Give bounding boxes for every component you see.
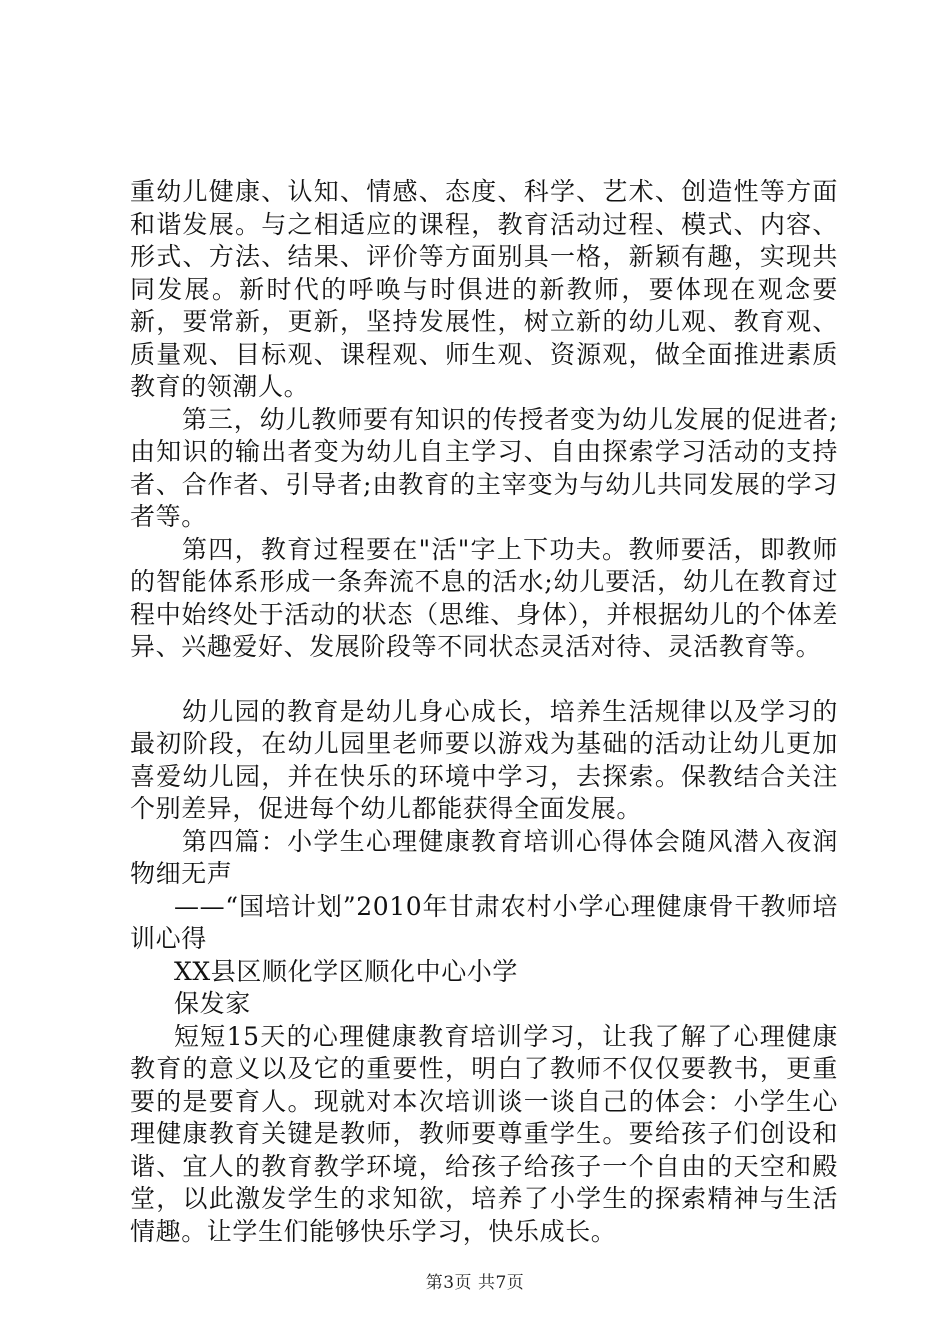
paragraph-third-point: 第三，幼儿教师要有知识的传授者变为幼儿发展的促进者;由知识的输出者变为幼儿自主学习、自由探索学习活动的支持者、合作者、引导者;由教育的主宰变为与幼儿共同发展的学习者等。 xyxy=(130,404,838,531)
paragraph-fourth-point: 第四，教育过程要在"活"字上下功夫。教师要活，即教师的智能体系形成一条奔流不息的活水;幼儿要活，幼儿在教育过程中始终处于活动的状态（思维、身体），并根据幼儿的个体差异、兴趣爱好、发展阶段等不同状态灵活对待、灵活教育等。 xyxy=(130,534,838,661)
author-school: XX县区顺化学区顺化中心小学 xyxy=(174,956,518,986)
document-body xyxy=(130,176,838,1248)
paragraph-gap xyxy=(130,664,838,696)
author-name: 保发家 xyxy=(174,989,251,1018)
paragraph-training-reflection: 短短15天的心理健康教育培训学习，让我了解了心理健康教育的意义以及它的重要性，明白了教师不仅仅要教书，更重要的是要育人。现就对本次培训谈一谈自己的体会：小学生心理健康教育关键是教师，教师要尊重学生。要给孩子们创设和谐、宜人的教育教学环境，给孩子给孩子一个自由的天空和殿堂，以此激发学生的求知欲，培养了小学生的探索精神与生活情趣。让学生们能够快乐学习，快乐成长。 xyxy=(130,1021,838,1246)
paragraph-continuation: 重幼儿健康、认知、情感、态度、科学、艺术、创造性等方面和谐发展。与之相适应的课程，教育活动过程、模式、内容、形式、方法、结果、评价等方面别具一格，新颖有趣，实现共同发展。新时代的呼唤与时俱进的新教师，要体现在观念要新，要常新，更新，坚持发展性，树立新的幼儿观、教育观、质量观、目标观、课程观、师生观、资源观，做全面推进素质教育的领潮人。 xyxy=(130,177,838,401)
paragraph-kindergarten-education: 幼儿园的教育是幼儿身心成长，培养生活规律以及学习的最初阶段，在幼儿园里老师要以游戏为基础的活动让幼儿更加喜爱幼儿园，并在快乐的环境中学习，去探索。保教结合关注个别差异，促进每个幼儿都能获得全面发展。 xyxy=(130,696,838,823)
section-heading: 第四篇：小学生心理健康教育培训心得体会随风潜入夜润物细无声 xyxy=(130,826,838,888)
page-number-footer: 第3页 共7页 xyxy=(425,1273,525,1293)
section-subtitle: ——“国培计划”2010年甘肃农村小学心理健康骨干教师培训心得 xyxy=(130,891,838,953)
